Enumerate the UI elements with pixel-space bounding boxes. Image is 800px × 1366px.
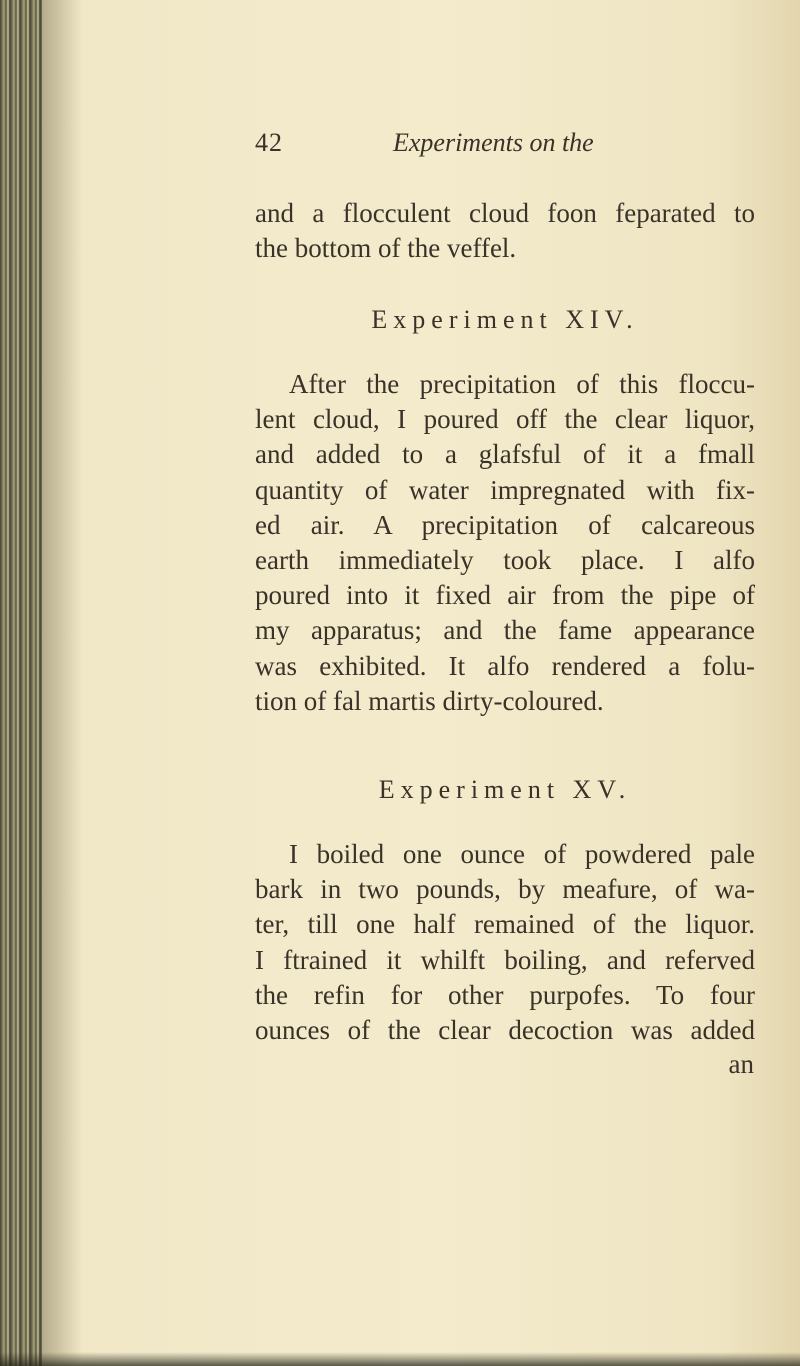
text-line: ed air. A precipitation of calcareous bbox=[255, 509, 755, 540]
opening-paragraph bbox=[255, 196, 755, 266]
text-line: earth immediately took place. I alfo bbox=[255, 544, 755, 575]
experiment-15-heading: Experiment XV. bbox=[378, 775, 632, 804]
text-line: the refin for other purpofes. To four bbox=[255, 979, 755, 1010]
text-line: I boiled one ounce of powdered pale bbox=[289, 839, 755, 869]
experiment-14-heading: Experiment XIV. bbox=[371, 305, 639, 334]
text-line: I ftrained it whilft boiling, and referved bbox=[255, 944, 755, 975]
text-line: poured into it fixed air from the pipe of bbox=[255, 580, 755, 611]
gutter-shadow bbox=[42, 0, 82, 1366]
text-line: After the precipitation of this floccu- bbox=[289, 369, 755, 399]
catchword: an bbox=[728, 1049, 754, 1079]
text-line: bark in two pounds, by meafure, of wa- bbox=[255, 874, 755, 905]
text-line: and added to a glafsful of it a fmall bbox=[255, 439, 755, 470]
text-line: my apparatus; and the fame appearance bbox=[255, 615, 755, 646]
page-number: 42 bbox=[255, 128, 283, 157]
page-header bbox=[255, 128, 755, 168]
experiment-14-paragraph bbox=[255, 367, 755, 719]
text-line: lent cloud, I poured off the clear liquor, bbox=[255, 404, 755, 435]
book-binding-edge bbox=[0, 0, 42, 1366]
running-head: Experiments on the bbox=[393, 128, 594, 157]
text-line: the bottom of the veffel. bbox=[255, 233, 517, 264]
text-line: quantity of water impregnated with fix- bbox=[255, 474, 755, 505]
text-line: ounces of the clear decoction was added bbox=[255, 1014, 755, 1045]
text-line: was exhibited. It alfo rendered a folu- bbox=[255, 650, 755, 681]
page-bottom-edge bbox=[0, 1352, 800, 1366]
text-line: and a flocculent cloud foon feparated to bbox=[255, 198, 755, 228]
text-line: ter, till one half remained of the liquor. bbox=[255, 909, 755, 940]
experiment-15-paragraph bbox=[255, 837, 755, 1048]
text-line: tion of fal martis dirty-coloured. bbox=[255, 685, 604, 716]
